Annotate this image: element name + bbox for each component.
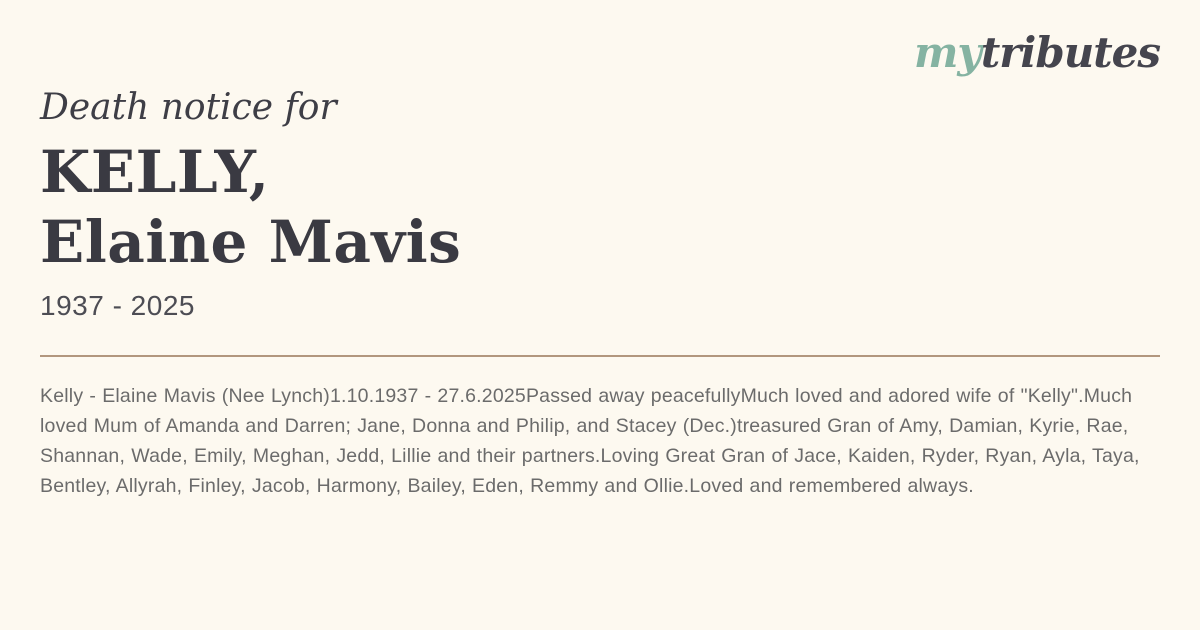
divider xyxy=(40,355,1160,357)
logo-tributes: tributes xyxy=(980,28,1160,77)
death-notice-label: Death notice for xyxy=(40,87,337,128)
life-years: 1937 - 2025 xyxy=(40,290,195,321)
deceased-surname: KELLY, xyxy=(40,138,270,206)
deceased-name xyxy=(40,137,461,277)
mytributes-logo[interactable] xyxy=(914,30,1160,76)
notice-body: Kelly - Elaine Mavis (Nee Lynch)1.10.1937 - 27.6.2025Passed away peacefullyMuch loved and adored wife of "Kelly".Much loved Mum of Amanda and Darren; Jane, Donna and Philip, and Stacey (Dec.)treasured Gran of Amy, Damian, Kyrie, Rae, Shannan, Wade, Emily, Meghan, Jedd, Lillie and their partners.Loving Great Gran of Jace, Kaiden, Ryder, Ryan, Ayla, Taya, Bentley, Allyrah, Finley, Jacob, Harmony, Bailey, Eden, Remmy and Ollie.Loved and remembered always. xyxy=(40,385,1140,497)
logo-my: my xyxy=(913,28,981,77)
deceased-given-names: Elaine Mavis xyxy=(40,208,462,276)
